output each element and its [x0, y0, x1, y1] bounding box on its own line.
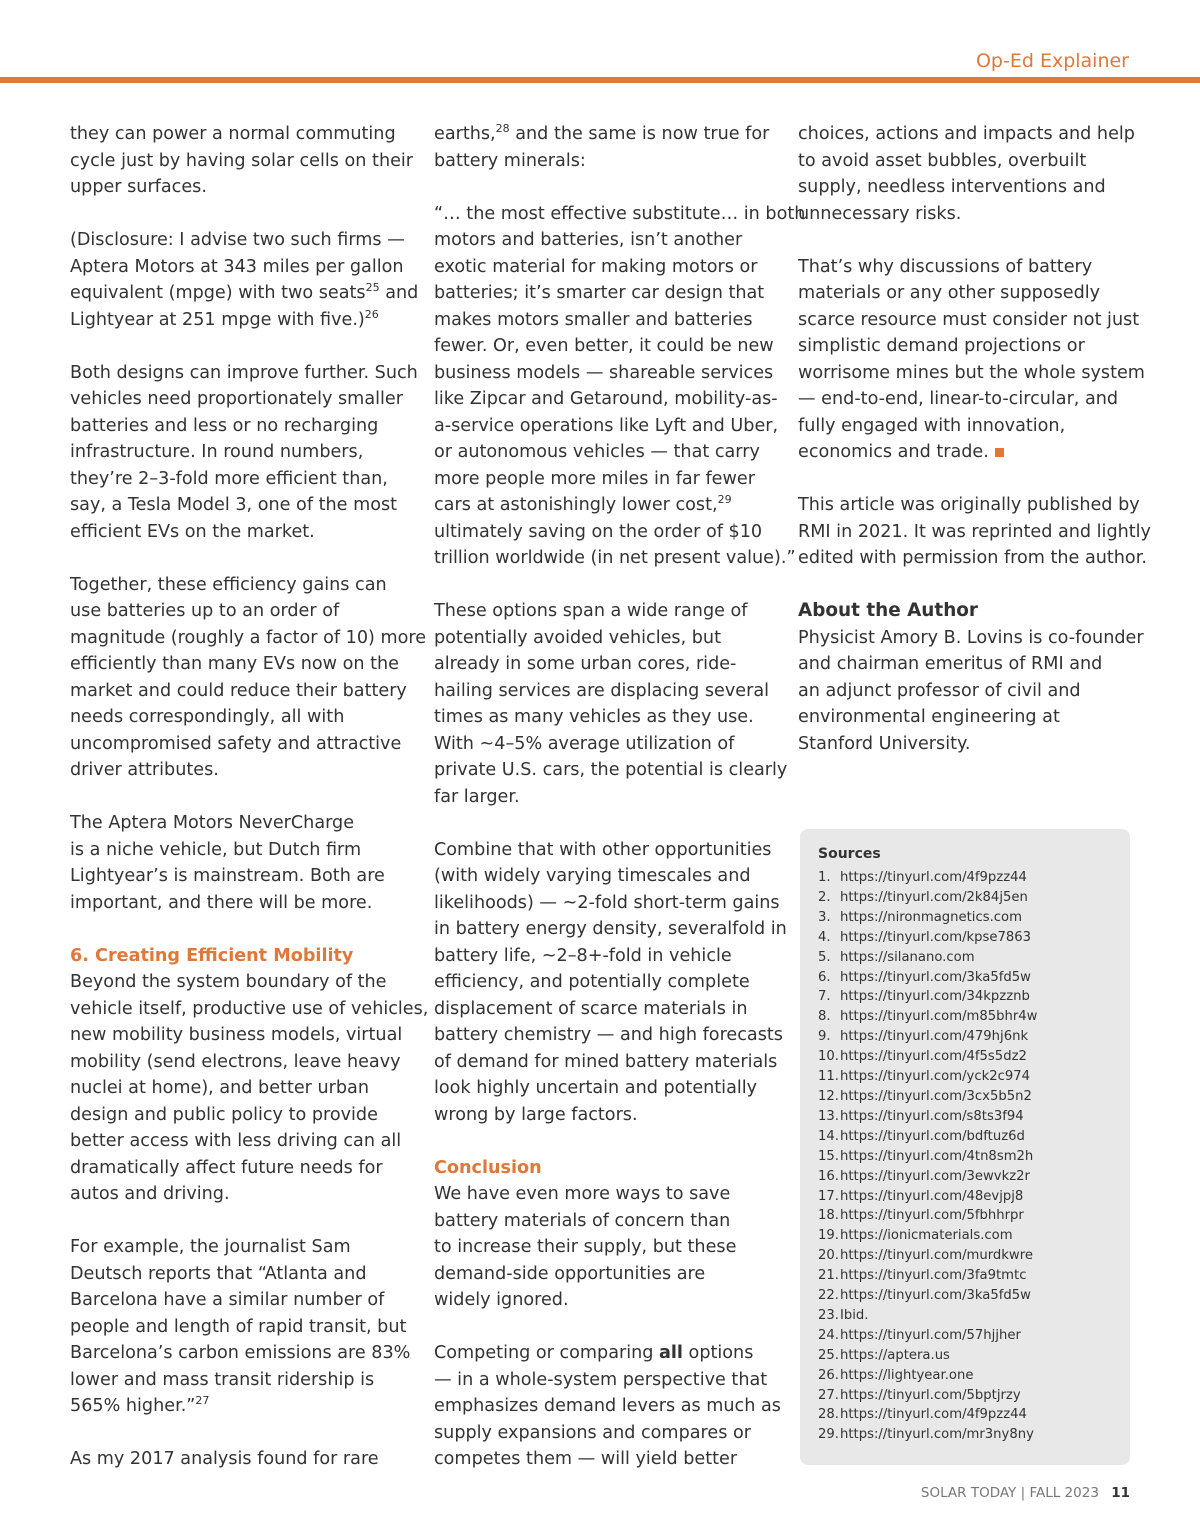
source-number: 18.: [818, 1208, 839, 1224]
about-heading: About the Author: [798, 600, 978, 621]
paragraph-disclosure: [70, 227, 419, 333]
source-number: 17.: [818, 1188, 839, 1204]
footer-separator: |: [1020, 1485, 1026, 1501]
source-link[interactable]: https://tinyurl.com/479hj6nk: [840, 1029, 1029, 1045]
source-item: [818, 1087, 1037, 1107]
text-line: simplistic demand projections or: [798, 336, 1085, 356]
source-item: [818, 1246, 1037, 1266]
text-line: — in a whole-system perspective that: [434, 1369, 768, 1390]
text-line: [434, 121, 774, 148]
text-line: use batteries up to an order of: [70, 601, 340, 621]
source-link[interactable]: https://tinyurl.com/kpse7863: [840, 929, 1032, 945]
text-line: vehicle itself, productive use of vehicles,: [70, 998, 429, 1019]
text-line: is a niche vehicle, but Dutch firm: [70, 839, 362, 860]
text-line: widely ignored.: [434, 1290, 569, 1310]
source-number: 4.: [818, 929, 831, 945]
source-link[interactable]: https://tinyurl.com/5bptjrzy: [840, 1387, 1021, 1403]
text-line: better access with less driving can all: [70, 1131, 402, 1151]
text-line: Barcelona’s carbon emissions are 83%: [70, 1343, 411, 1363]
paragraph: [434, 598, 788, 810]
text-line: Barcelona have a similar number of: [70, 1290, 385, 1310]
sources-box: [800, 829, 1130, 1465]
quote-paragraph: [434, 201, 806, 572]
text-line: mobility (send electrons, leave heavy: [70, 1051, 401, 1072]
source-link[interactable]: https://tinyurl.com/4f9pzz44: [840, 1407, 1027, 1423]
text-line: Deutsch reports that “Atlanta and: [70, 1263, 367, 1284]
text-line: batteries; it’s smarter car design that: [434, 283, 765, 303]
text-line: supply, needless interventions and: [798, 177, 1106, 197]
text-line: That’s why discussions of battery: [798, 256, 1093, 277]
text-line: Combine that with other opportunities: [434, 839, 772, 860]
source-number: 3.: [818, 909, 831, 925]
footnote-ref: 26: [364, 307, 379, 321]
text-fragment: and the same is now true for: [509, 124, 770, 144]
source-link[interactable]: https://tinyurl.com/34kpzznb: [840, 989, 1030, 1005]
source-item: [818, 1326, 1037, 1346]
text-line: needs correspondingly, all with: [70, 707, 345, 727]
text-line: With ~4–5% average utilization of: [434, 733, 735, 754]
text-fragment: cars at astonishingly lower cost,: [434, 495, 718, 515]
text-line: Both designs can improve further. Such: [70, 362, 418, 383]
source-number: 25.: [818, 1347, 839, 1363]
text-line: already in some urban cores, ride-: [434, 654, 737, 674]
text-line: motors and batteries, isn’t another: [434, 230, 743, 250]
text-line: This article was originally published by: [798, 495, 1140, 515]
text-line: fully engaged with innovation,: [798, 415, 1066, 436]
source-link[interactable]: https://silanano.com: [840, 949, 975, 965]
text-line: The Aptera Motors NeverCharge: [70, 813, 355, 833]
text-fragment: 565% higher.”: [70, 1396, 196, 1416]
text-line: efficiency, and potentially complete: [434, 972, 750, 992]
text-line: to increase their supply, but these: [434, 1237, 737, 1257]
source-link[interactable]: https://tinyurl.com/yck2c974: [840, 1069, 1031, 1085]
source-number: 26.: [818, 1367, 839, 1383]
source-item: [818, 1226, 1037, 1246]
text-line: say, a Tesla Model 3, one of the most: [70, 495, 398, 515]
text-line: efficiently than many EVs now on the: [70, 654, 399, 674]
source-number: 29.: [818, 1427, 839, 1443]
text-line: likelihoods) — ~2-fold short-term gains: [434, 892, 780, 913]
text-line: driver attributes.: [70, 760, 219, 780]
text-line: magnitude (roughly a factor of 10) more: [70, 627, 427, 648]
source-item: [818, 1167, 1037, 1187]
text-line: important, and there will be more.: [70, 892, 373, 913]
text-line: environmental engineering at: [798, 707, 1060, 727]
text-line: new mobility business models, virtual: [70, 1025, 403, 1045]
source-link[interactable]: https://tinyurl.com/4f9pzz44: [840, 870, 1027, 885]
text-line: (Disclosure: I advise two such firms —: [70, 230, 405, 250]
text-line: and chairman emeritus of RMI and: [798, 654, 1103, 674]
sources-title: Sources: [818, 846, 881, 862]
text-line: dramatically affect future needs for: [70, 1157, 383, 1178]
text-line: Physicist Amory B. Lovins is co-founder: [798, 627, 1144, 648]
source-item: [818, 1107, 1037, 1127]
paragraph: [434, 1367, 781, 1473]
text-line: — end-to-end, linear-to-circular, and: [798, 389, 1119, 409]
source-item: [818, 1147, 1037, 1167]
source-number: 16.: [818, 1168, 839, 1184]
paragraph: [70, 572, 427, 784]
source-link[interactable]: https://ionicmaterials.com: [840, 1228, 1013, 1244]
header-rule: [0, 77, 1200, 83]
source-number: 21.: [818, 1268, 839, 1284]
source-number: 9.: [818, 1029, 831, 1045]
text-line: to avoid asset bubbles, overbuilt: [798, 150, 1087, 171]
source-link[interactable]: https://tinyurl.com/57hjjher: [840, 1327, 1021, 1343]
text-fragment: equivalent (mpge) with two seats: [70, 283, 366, 303]
text-line: batteries and less or no recharging: [70, 415, 379, 436]
text-fragment: economics and trade.: [798, 442, 989, 462]
source-link[interactable]: https://tinyurl.com/4f5s5dz2: [840, 1049, 1027, 1065]
source-number: 13.: [818, 1108, 839, 1124]
source-item: [818, 948, 1037, 968]
text-line: fewer. Or, even better, it could be new: [434, 336, 774, 356]
text-line: autos and driving.: [70, 1184, 230, 1204]
text-line: or autonomous vehicles — that carry: [434, 442, 760, 462]
sources-list: [818, 868, 1037, 1445]
text-line: battery life, ~2–8+-fold in vehicle: [434, 945, 732, 966]
column-3: [798, 121, 1151, 784]
text-line: battery minerals:: [434, 150, 586, 171]
text-line: materials or any other supposedly: [798, 283, 1101, 303]
text-line: business models — shareable services: [434, 362, 774, 383]
source-number: 8.: [818, 1009, 831, 1025]
paragraph: [70, 1234, 410, 1393]
text-line: exotic material for making motors or: [434, 256, 758, 277]
text-fragment: and: [379, 283, 419, 303]
text-line: of demand for mined battery materials: [434, 1051, 778, 1072]
about-the-author: [798, 598, 1144, 757]
footnote-ref: 28: [495, 122, 510, 136]
text-line: like Zipcar and Getaround, mobility-as-: [434, 389, 778, 409]
text-line: market and could reduce their battery: [70, 680, 407, 701]
paragraph: [70, 1446, 410, 1473]
source-number: 15.: [818, 1148, 839, 1164]
source-link[interactable]: https://tinyurl.com/3cx5b5n2: [840, 1088, 1032, 1104]
paragraph: [798, 254, 1145, 440]
text-line: unnecessary risks.: [798, 203, 962, 224]
text-line: upper surfaces.: [70, 177, 207, 197]
source-item: [818, 1206, 1037, 1226]
source-item: [818, 1047, 1037, 1067]
paragraph-reprint-note: [798, 492, 1151, 572]
text-line: scarce resource must consider not just: [798, 309, 1140, 330]
text-line: lower and mass transit ridership is: [70, 1369, 375, 1390]
text-line: design and public policy to provide: [70, 1104, 378, 1125]
source-number: 14.: [818, 1128, 839, 1144]
paragraph: [434, 201, 806, 493]
text-line: hailing services are displacing several: [434, 680, 769, 701]
section-heading: Conclusion: [434, 1157, 542, 1178]
paragraph: [70, 810, 410, 916]
issue-label: FALL 2023: [1029, 1485, 1099, 1501]
text-fragment: earths,: [434, 124, 496, 144]
text-line: private U.S. cars, the potential is clearly: [434, 760, 788, 780]
footnote-ref: 25: [365, 281, 380, 295]
source-item: [818, 1425, 1037, 1445]
text-line: they’re 2–3-fold more efficient than,: [70, 468, 388, 489]
footnote-ref: 27: [195, 1394, 210, 1408]
text-line: Together, these efficiency gains can: [70, 574, 387, 595]
source-link[interactable]: https://tinyurl.com/2k84j5en: [840, 889, 1028, 905]
text-line: makes motors smaller and batteries: [434, 309, 753, 330]
paragraph: [798, 121, 1133, 227]
column-2: [434, 121, 806, 1499]
paragraph: [70, 969, 429, 1208]
source-link[interactable]: Ibid.: [840, 1307, 869, 1323]
text-line: vehicles need proportionately smaller: [70, 389, 403, 409]
text-line: worrisome mines but the whole system: [798, 362, 1145, 383]
source-number: 27.: [818, 1387, 839, 1403]
paragraph: [70, 360, 418, 546]
source-item: [818, 1286, 1037, 1306]
text-line: nuclei at home), and better urban: [70, 1078, 369, 1098]
text-line: edited with permission from the author.: [798, 548, 1147, 568]
page-footer: [921, 1485, 1130, 1501]
text-line: supply expansions and compares or: [434, 1422, 751, 1443]
text-line: far larger.: [434, 786, 520, 807]
text-line: choices, actions and impacts and help: [798, 124, 1135, 144]
text-line: they can power a normal commuting: [70, 124, 396, 144]
text-line: look highly uncertain and potentially: [434, 1078, 758, 1098]
text-line: [70, 307, 410, 334]
source-item: [818, 1386, 1037, 1406]
source-item: [818, 1127, 1037, 1147]
paragraph-example: [70, 1234, 410, 1420]
source-link[interactable]: https://tinyurl.com/5fbhhrpr: [840, 1208, 1024, 1224]
source-link[interactable]: https://tinyurl.com/4tn8sm2h: [840, 1148, 1034, 1164]
text-line: [434, 492, 774, 519]
text-line: battery materials of concern than: [434, 1210, 731, 1231]
text-line: infrastructure. In round numbers,: [70, 442, 364, 462]
source-link[interactable]: https://tinyurl.com/bdftuz6d: [840, 1128, 1025, 1144]
paragraph: [434, 1340, 781, 1473]
source-number: 28.: [818, 1407, 839, 1423]
source-number: 11.: [818, 1069, 839, 1085]
source-link[interactable]: https://tinyurl.com/3fa9tmtc: [840, 1268, 1027, 1284]
source-number: 19.: [818, 1228, 839, 1244]
source-number: 10.: [818, 1049, 839, 1065]
text-line: times as many vehicles as they use.: [434, 707, 754, 727]
text-fragment: Competing or comparing: [434, 1343, 660, 1363]
text-fragment: options: [682, 1343, 754, 1363]
source-item: [818, 1366, 1037, 1386]
source-link[interactable]: https://tinyurl.com/s8ts3f94: [840, 1108, 1024, 1124]
text-line: trillion worldwide (in net present value).”: [434, 548, 796, 568]
text-line: battery chemistry — and high forecasts: [434, 1025, 783, 1045]
source-number: 22.: [818, 1288, 839, 1304]
text-line: an adjunct professor of civil and: [798, 680, 1081, 701]
end-of-article-mark: [995, 448, 1004, 457]
text-line: uncompromised safety and attractive: [70, 733, 402, 754]
text-line: Lightyear’s is mainstream. Both are: [70, 866, 385, 886]
publication-name: SOLAR TODAY: [920, 1485, 1017, 1501]
text-line: cycle just by having solar cells on their: [70, 150, 414, 171]
source-number: 24.: [818, 1327, 839, 1343]
source-item: [818, 968, 1037, 988]
paragraph: [70, 121, 414, 201]
text-line: These options span a wide range of: [434, 601, 748, 621]
text-line: [70, 280, 419, 307]
text-line: efficient EVs on the market.: [70, 521, 315, 542]
source-item: [818, 868, 1037, 888]
page-number: 11: [1111, 1485, 1130, 1501]
source-item: [818, 1346, 1037, 1366]
source-item: [818, 1306, 1037, 1326]
source-link[interactable]: https://tinyurl.com/3ka5fd5w: [840, 1288, 1031, 1304]
text-line: people and length of rapid transit, but: [70, 1316, 407, 1337]
source-item: [818, 1027, 1037, 1047]
text-line: [798, 439, 1133, 466]
text-line: For example, the journalist Sam: [70, 1237, 351, 1257]
section-label: Op-Ed Explainer: [975, 50, 1129, 72]
text-line: “… the most effective substitute… in both: [434, 203, 806, 224]
text-line: RMI in 2021. It was reprinted and lightly: [798, 521, 1151, 542]
source-link[interactable]: https://tinyurl.com/mr3ny8ny: [840, 1427, 1034, 1443]
text-line: demand-side opportunities are: [434, 1263, 706, 1284]
text-fragment: Lightyear at 251 mpge with five.): [70, 309, 365, 330]
text-line: displacement of scarce materials in: [434, 998, 748, 1019]
text-line: Beyond the system boundary of the: [70, 972, 387, 992]
source-number: 7.: [818, 989, 831, 1005]
column-1: [70, 121, 429, 1499]
section-conclusion: [434, 1155, 774, 1314]
source-number: 23.: [818, 1307, 839, 1323]
source-link[interactable]: https://tinyurl.com/3ka5fd5w: [840, 969, 1031, 985]
source-item: [818, 908, 1037, 928]
source-number: 12.: [818, 1088, 839, 1104]
text-line: potentially avoided vehicles, but: [434, 627, 721, 648]
footnote-ref: 29: [717, 493, 732, 507]
paragraph: [798, 254, 1145, 466]
text-line: We have even more ways to save: [434, 1184, 731, 1204]
source-item: [818, 1405, 1037, 1425]
source-number: 20.: [818, 1248, 839, 1264]
source-item: [818, 888, 1037, 908]
text-line: [434, 1340, 774, 1367]
source-item: [818, 1266, 1037, 1286]
text-line: As my 2017 analysis found for rare: [70, 1449, 379, 1469]
section-efficient-mobility: [70, 943, 429, 1208]
source-number: 5.: [818, 949, 831, 965]
source-item: [818, 987, 1037, 1007]
source-link[interactable]: https://tinyurl.com/3ewvkz2r: [840, 1168, 1030, 1184]
source-link[interactable]: https://tinyurl.com/48evjpj8: [840, 1188, 1024, 1204]
text-line: Stanford University.: [798, 733, 971, 754]
text-line: ultimately saving on the order of $10: [434, 521, 763, 542]
text-line: more people more miles in far fewer: [434, 468, 755, 489]
source-number: 1.: [818, 870, 831, 885]
text-line: emphasizes demand levers as much as: [434, 1396, 781, 1416]
section-heading: 6. Creating Efficient Mobility: [70, 945, 354, 966]
text-line: Aptera Motors at 343 miles per gallon: [70, 256, 404, 277]
paragraph: [434, 1181, 774, 1314]
text-line: (with widely varying timescales and: [434, 866, 751, 886]
source-item: [818, 1067, 1037, 1087]
source-item: [818, 928, 1037, 948]
text-line: [70, 1393, 410, 1420]
source-link[interactable]: https://nironmagnetics.com: [840, 909, 1022, 925]
emphasis: all: [659, 1343, 683, 1363]
source-number: 6.: [818, 969, 831, 985]
source-number: 2.: [818, 889, 831, 905]
source-link[interactable]: https://tinyurl.com/m85bhr4w: [840, 1009, 1038, 1025]
source-link[interactable]: https://tinyurl.com/murdkwre: [840, 1248, 1033, 1264]
text-line: competes them — will yield better: [434, 1449, 738, 1469]
text-line: in battery energy density, severalfold in: [434, 919, 787, 939]
text-line: a-service operations like Lyft and Uber,: [434, 415, 779, 436]
source-item: [818, 1007, 1037, 1027]
paragraph: [798, 625, 1144, 758]
source-item: [818, 1187, 1037, 1207]
source-link[interactable]: https://aptera.us: [840, 1347, 950, 1363]
paragraph: [434, 121, 774, 174]
text-line: wrong by large factors.: [434, 1104, 638, 1125]
source-link[interactable]: https://lightyear.one: [840, 1367, 974, 1383]
paragraph: [434, 837, 787, 1129]
